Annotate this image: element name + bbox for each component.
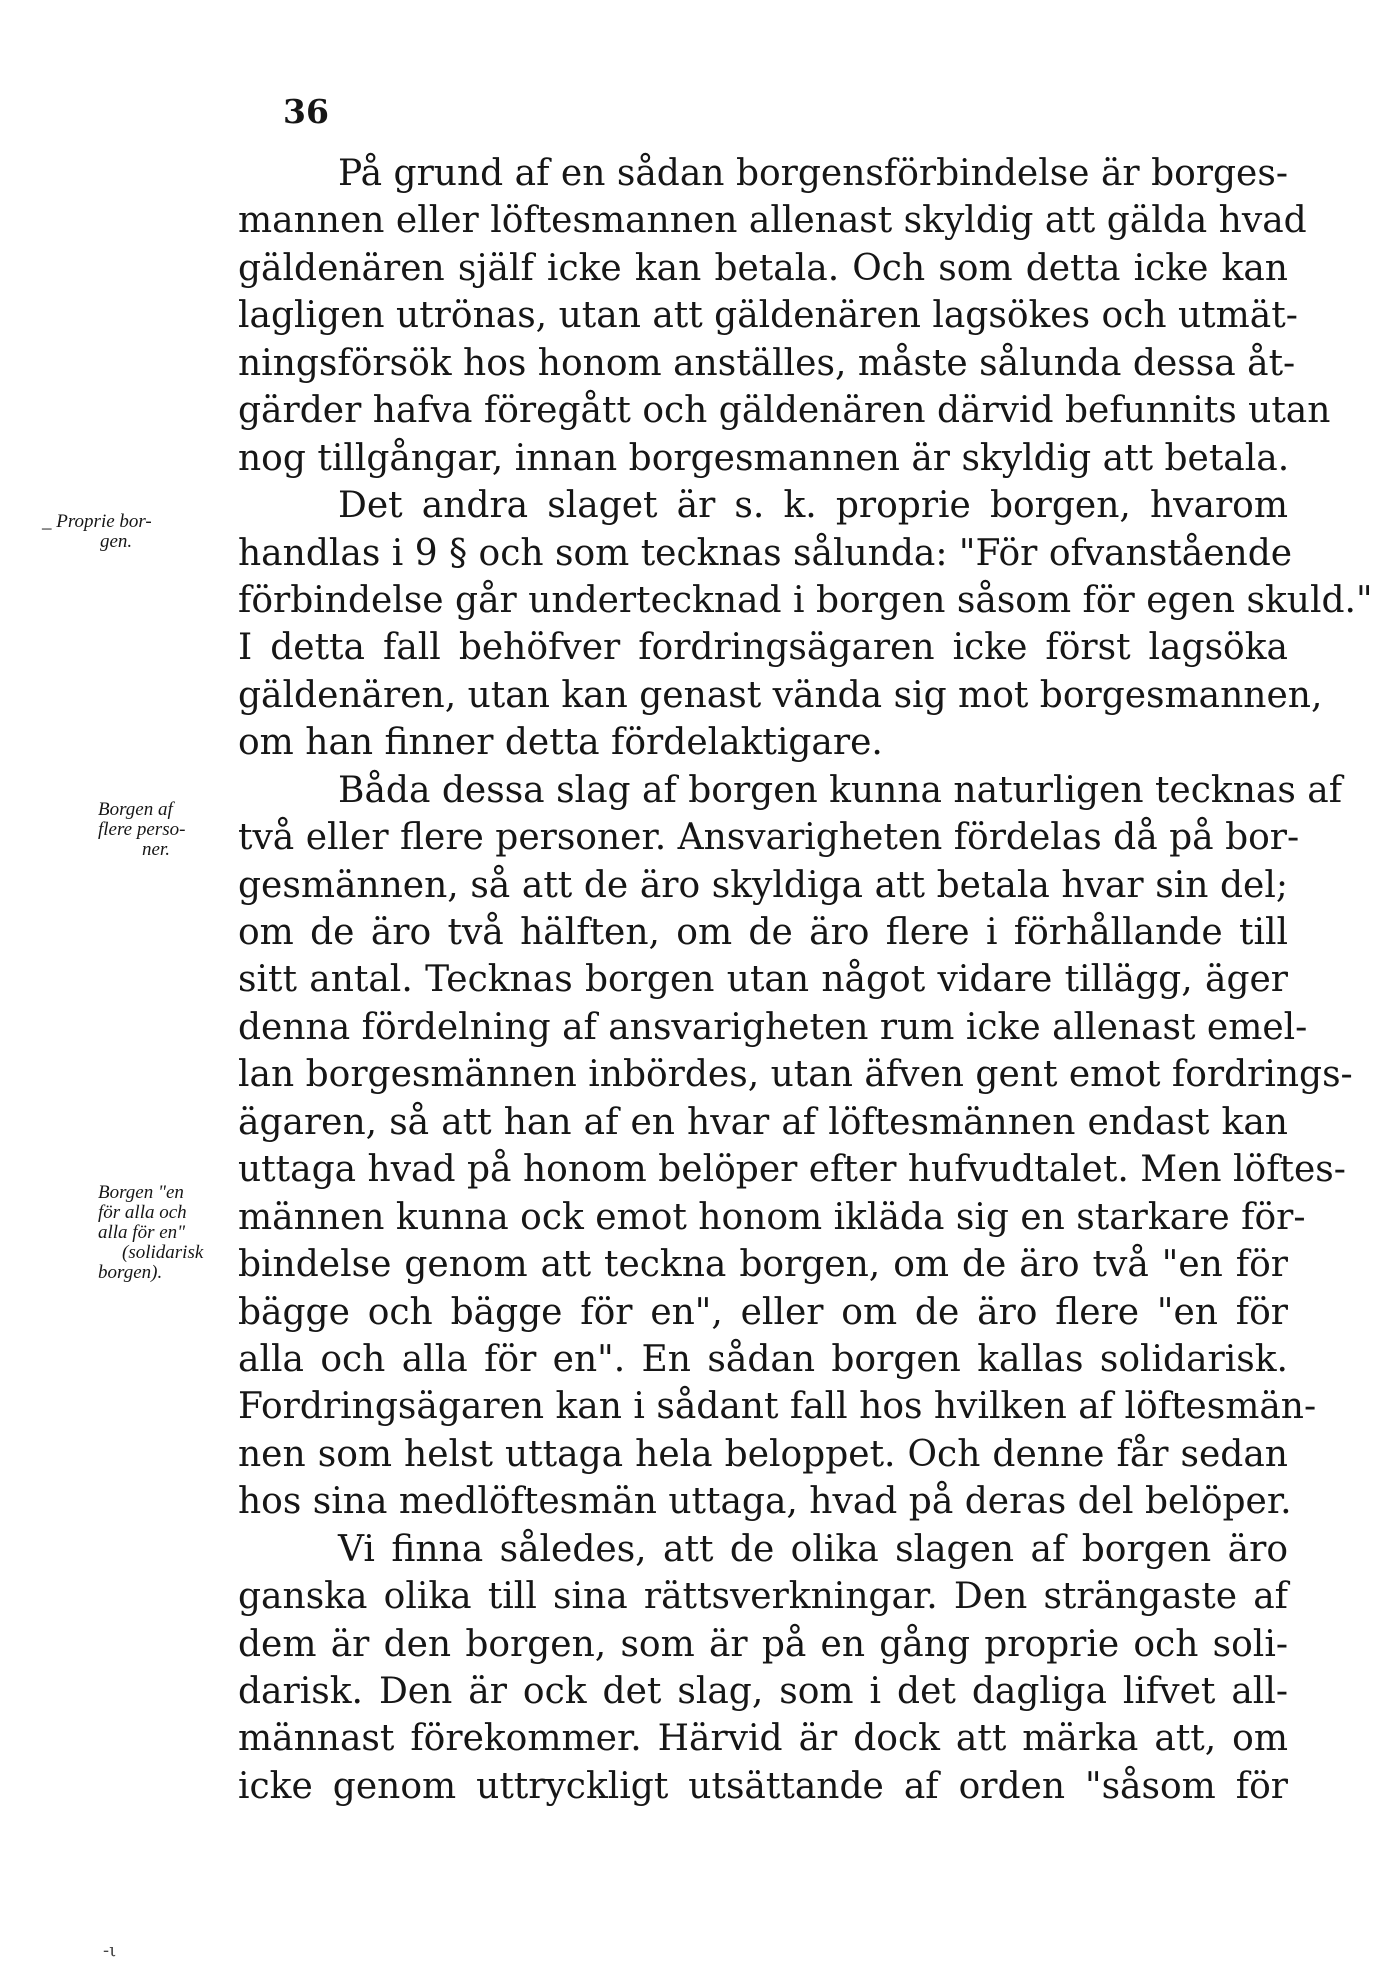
text-line: gesmännen, så att de äro skyldiga att betala hvar sin del;	[238, 864, 1288, 906]
margin-note-line: för alla och	[98, 1202, 187, 1223]
text-line: alla och alla för en". En sådan borgen kallas solidarisk.	[238, 1338, 1288, 1380]
margin-note-line: alla för en"	[98, 1222, 186, 1243]
margin-note-line: _ Proprie bor-	[42, 511, 152, 532]
text-line: bägge och bägge för en", eller om de äro flere "en för	[238, 1291, 1288, 1333]
margin-note-line: (solidarisk	[122, 1242, 204, 1263]
text-line: denna fördelning af ansvarigheten rum icke allenast emel-	[238, 1006, 1308, 1048]
text-line: om de äro två hälften, om de äro flere i förhållande till	[238, 912, 1288, 953]
margin-note-line: gen.	[100, 531, 133, 552]
text-line: handlas i 9 § och som tecknas sålunda: "För ofvanstående	[238, 532, 1293, 574]
text-line: icke genom uttryckligt utsättande af orden "såsom för	[238, 1765, 1288, 1807]
text-line: Båda dessa slag af borgen kunna naturligen tecknas af	[338, 769, 1343, 811]
margin-note-solidarisk-borgen	[98, 1183, 233, 1283]
text-line: darisk. Den är ock det slag, som i det dagliga lifvet all-	[238, 1671, 1288, 1712]
text-line: männast förekommer. Härvid är dock att märka att, om	[238, 1718, 1288, 1760]
margin-note-line: flere perso-	[98, 819, 186, 840]
text-line: ningsförsök hos honom anställes, måste sålunda dessa åt-	[238, 342, 1296, 384]
text-line: om han finner detta fördelaktigare.	[238, 722, 883, 764]
text-line: männen kunna ock emot honom ikläda sig en starkare för-	[238, 1196, 1306, 1238]
text-line: Fordringsägaren kan i sådant fall hos hvilken af löftesmän-	[238, 1386, 1317, 1428]
margin-note-line: borgen).	[98, 1262, 163, 1283]
text-line: Vi finna således, att de olika slagen af borgen äro	[338, 1528, 1288, 1570]
text-line: I detta fall behöfver fordringsägaren icke först lagsöka	[238, 627, 1288, 669]
text-line: gäldenären, utan kan genast vända sig mot borgesmannen,	[238, 674, 1323, 716]
body-text	[238, 150, 1373, 1810]
text-line: två eller flere personer. Ansvarigheten fördelas då på bor-	[238, 817, 1300, 859]
footer-mark: -ι	[103, 1940, 117, 1961]
text-line: dem är den borgen, som är på en gång proprie och soli-	[238, 1623, 1288, 1665]
text-line: mannen eller löftesmannen allenast skyldig att gälda hvad	[238, 200, 1307, 242]
text-line: hos sina medlöftesmän uttaga, hvad på deras del belöper.	[238, 1481, 1292, 1523]
margin-note-proprie-borgen	[42, 512, 177, 552]
text-line: gäldenären själf icke kan betala. Och som detta icke kan	[238, 247, 1288, 289]
text-line: gärder hafva föregått och gäldenären därvid befunnits utan	[238, 390, 1331, 432]
text-line: sitt antal. Tecknas borgen utan något vidare tillägg, äger	[238, 959, 1288, 1001]
text-line: ganska olika till sina rättsverkningar. Den strängaste af	[238, 1576, 1288, 1618]
text-line: Det andra slaget är s. k. proprie borgen, hvarom	[338, 485, 1288, 527]
margin-note-line: Borgen "en	[98, 1182, 184, 1203]
text-line: uttaga hvad på honom belöper efter hufvudtalet. Men löftes-	[238, 1149, 1346, 1191]
text-line: nen som helst uttaga hela beloppet. Och denne får sedan	[238, 1433, 1288, 1475]
text-line: förbindelse går undertecknad i borgen såsom för egen skuld."	[238, 579, 1373, 621]
page-number: 36	[283, 92, 329, 131]
text-line: lan borgesmännen inbördes, utan äfven gent emot fordrings-	[238, 1054, 1353, 1096]
margin-note-line: Borgen af	[98, 799, 173, 820]
text-line: lagligen utrönas, utan att gäldenären lagsökes och utmät-	[238, 295, 1298, 337]
margin-note-borgen-af-flere	[98, 800, 233, 860]
text-line: nog tillgångar, innan borgesmannen är skyldig att betala.	[238, 437, 1290, 479]
text-line: bindelse genom att teckna borgen, om de äro två "en för	[238, 1244, 1288, 1286]
text-line: På grund af en sådan borgensförbindelse är borges-	[338, 153, 1288, 194]
text-line: ägaren, så att han af en hvar af löftesmännen endast kan	[238, 1101, 1288, 1143]
margin-note-line: ner.	[142, 839, 170, 860]
